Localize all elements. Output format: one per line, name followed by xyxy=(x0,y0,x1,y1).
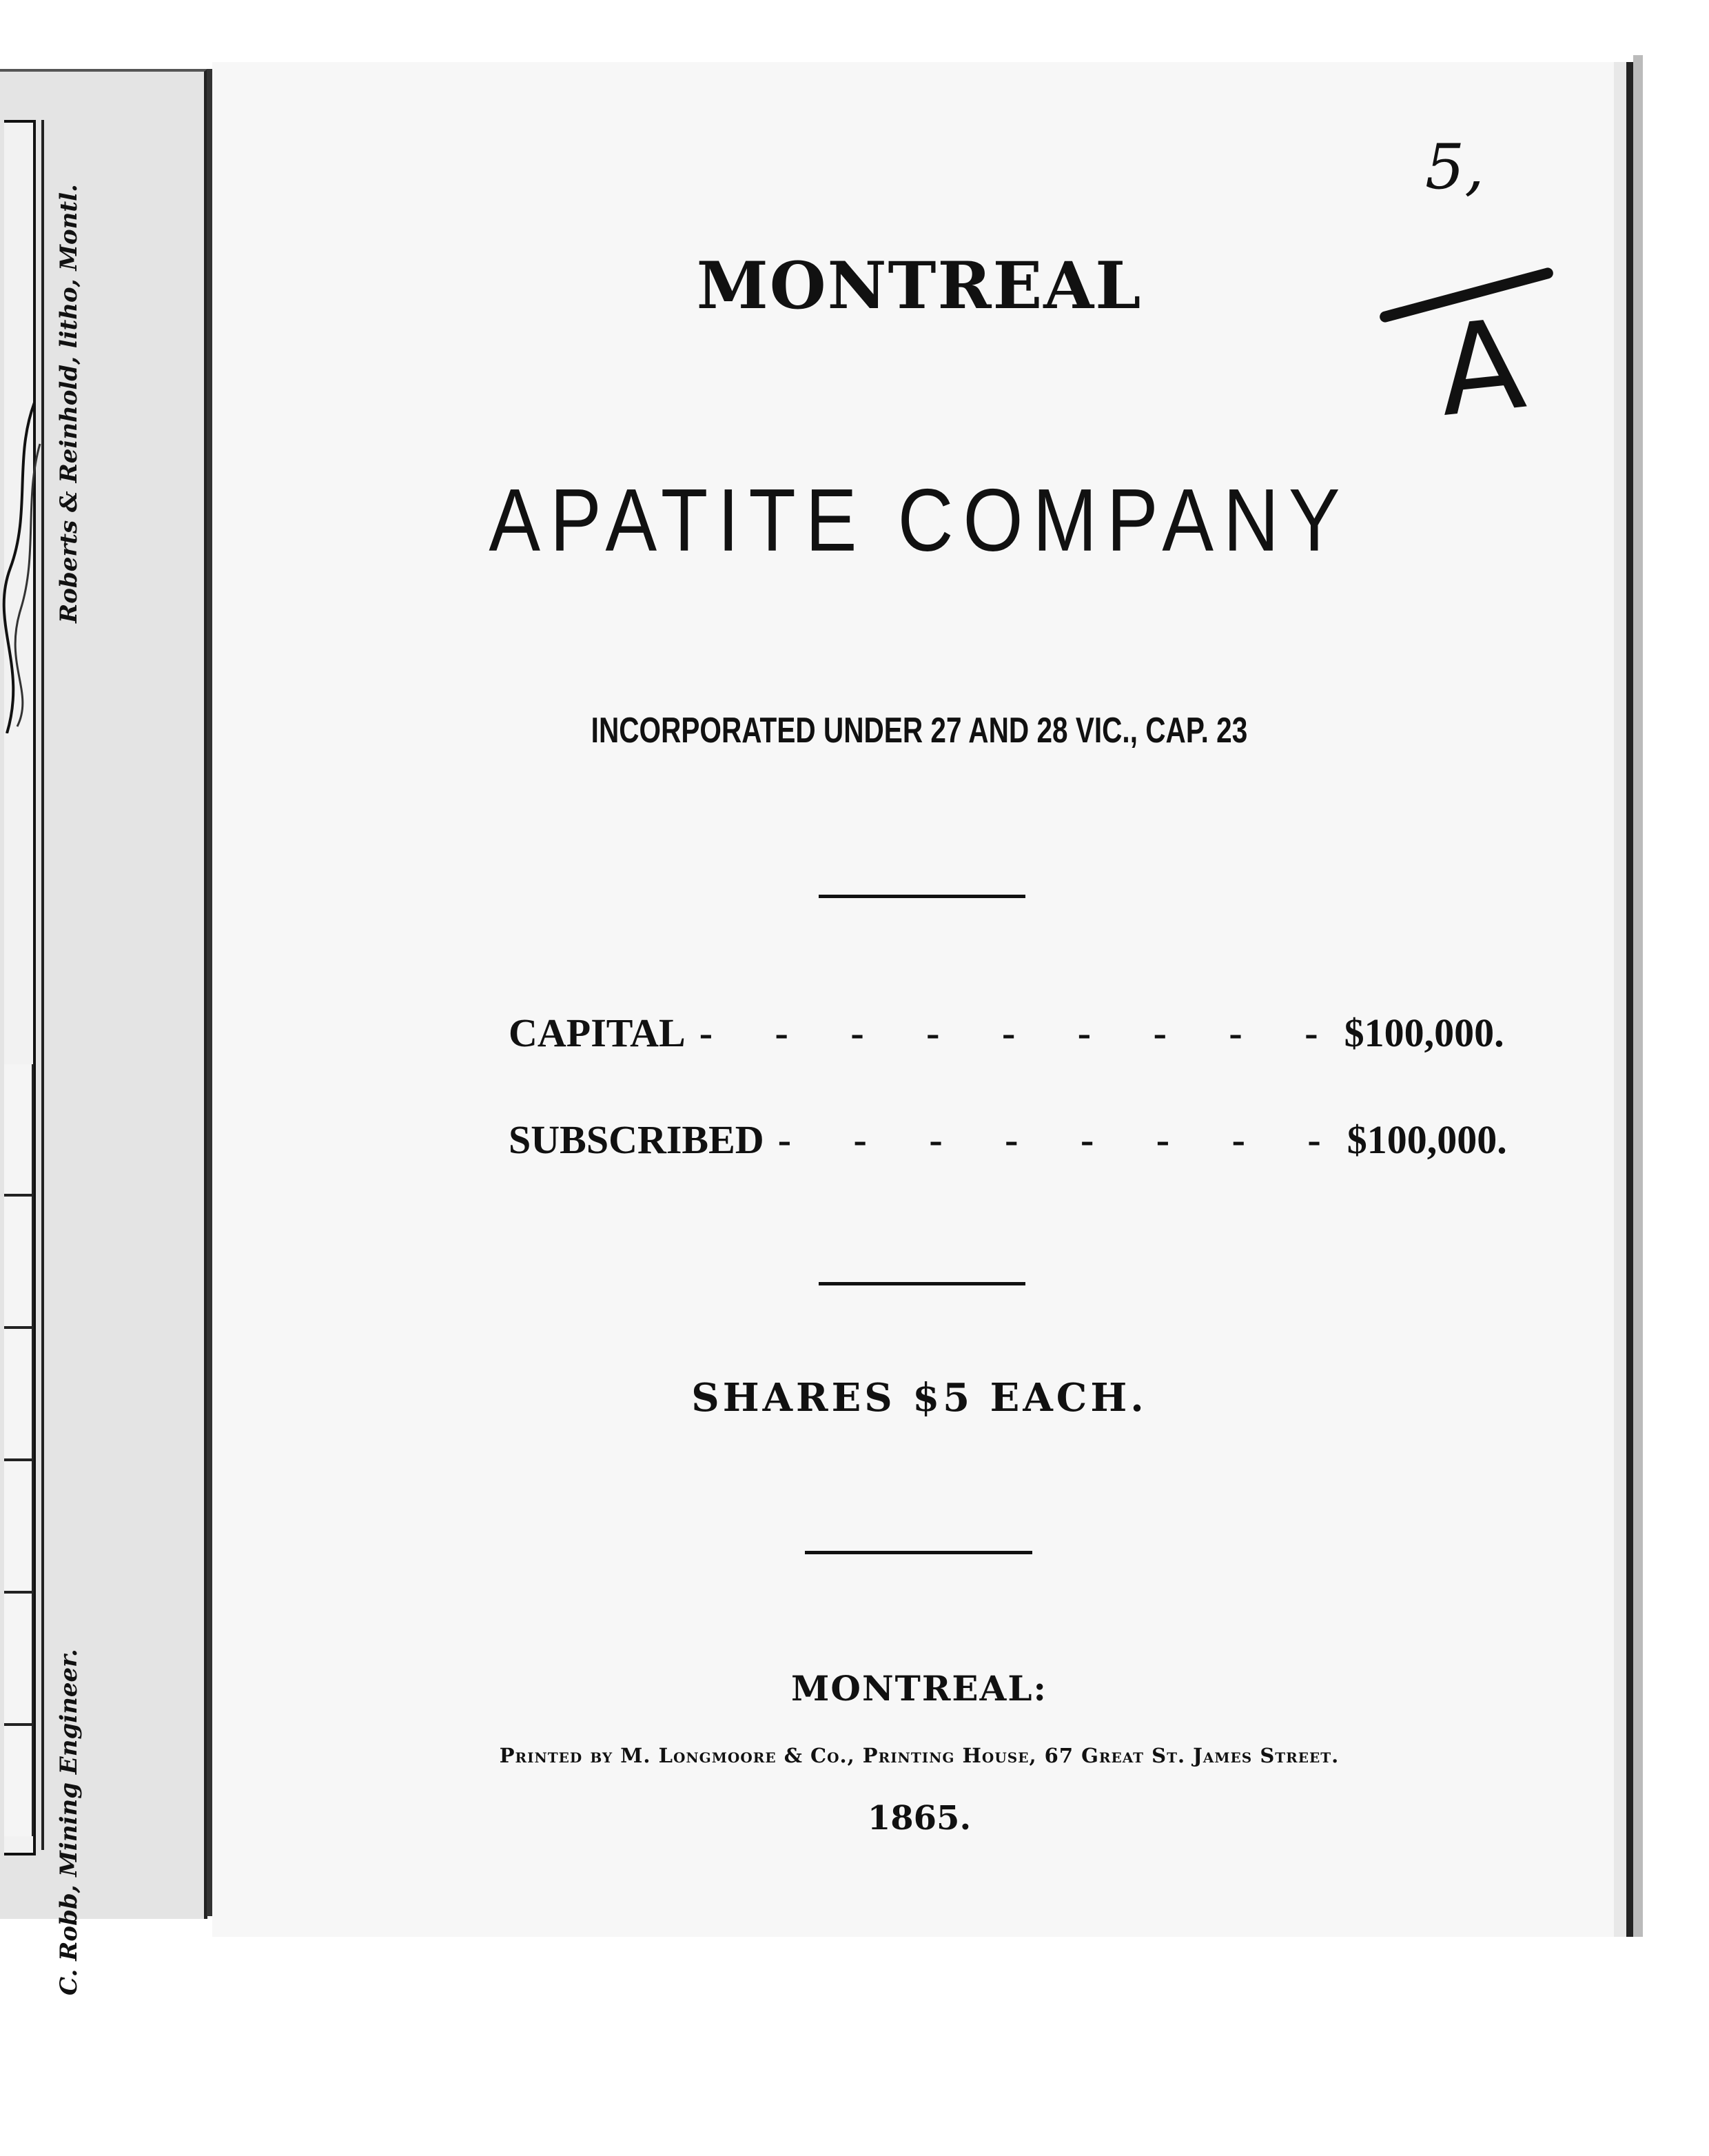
shares-statement: SHARES $5 EACH. xyxy=(691,1375,1147,1421)
divider-rule xyxy=(819,1282,1025,1285)
map-scale-bar xyxy=(4,1064,34,1836)
company-name: APATITE COMPANY xyxy=(489,470,1350,570)
divider-rule xyxy=(805,1551,1032,1554)
incorporation-statement: INCORPORATED UNDER 27 AND 28 VIC., CAP. 23 xyxy=(591,711,1248,751)
surveyor-credit: C. Robb, Mining Engineer. xyxy=(55,1649,83,1996)
capital-leader: - - - - - - - - - xyxy=(699,1010,1344,1055)
subscribed-amount: $100,000. xyxy=(1347,1117,1507,1162)
binding-gutter xyxy=(207,69,212,1916)
engraver-credit: Roberts & Reinhold, litho, Montl. xyxy=(55,184,83,623)
page-edge-shadow xyxy=(1633,55,1643,1937)
imprint-printer: Printed by M. Longmoore & Co., Printing House, 67 Great St. James Street. xyxy=(499,1744,1340,1767)
subscribed-row xyxy=(509,1117,1507,1163)
divider-rule xyxy=(819,895,1025,898)
capital-amount: $100,000. xyxy=(1344,1010,1504,1055)
imprint-year: 1865. xyxy=(867,1799,972,1838)
subscribed-leader: - - - - - - - - xyxy=(777,1117,1347,1162)
capital-label: CAPITAL xyxy=(509,1010,686,1055)
title-page xyxy=(212,62,1633,1937)
city-heading: MONTREAL xyxy=(696,248,1143,324)
capital-row xyxy=(509,1010,1504,1056)
scan-margin xyxy=(1646,0,1709,2156)
imprint-city: MONTREAL: xyxy=(791,1668,1047,1709)
handwritten-number: 5, xyxy=(1425,131,1484,203)
folded-map-edge xyxy=(0,69,207,1996)
handwritten-letter: A xyxy=(1431,292,1531,445)
map-river-lines xyxy=(0,403,41,733)
subscribed-label: SUBSCRIBED xyxy=(509,1117,764,1162)
